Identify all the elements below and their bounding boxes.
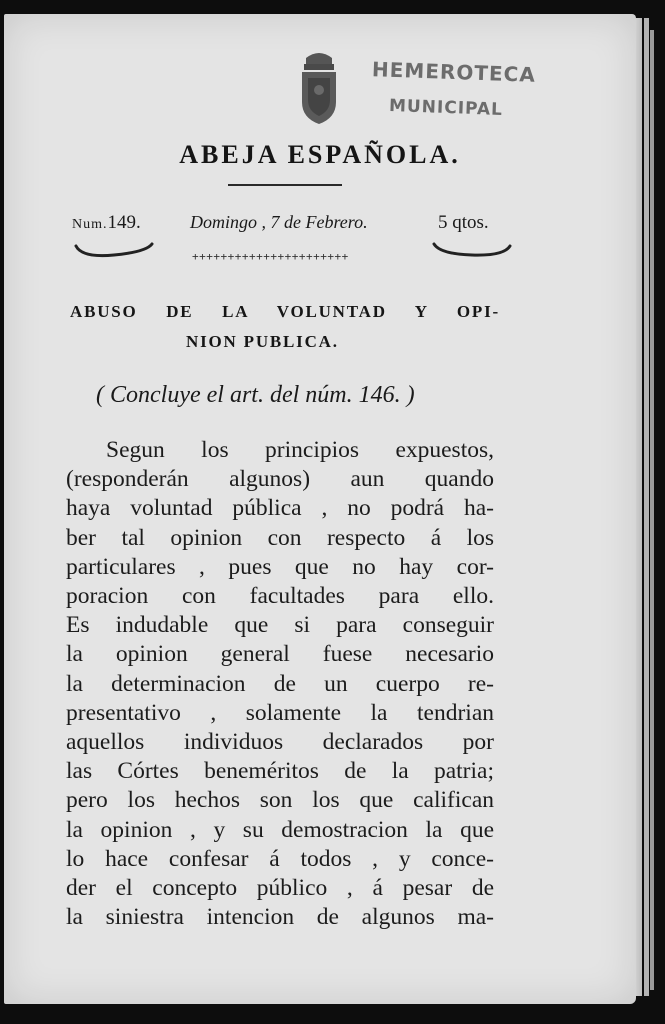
page-edge (644, 18, 649, 996)
page-edge (636, 18, 642, 996)
article-title-line: ABUSO DE LA VOLUNTAD Y OPI- (70, 302, 500, 321)
crest-stamp-icon (296, 48, 342, 126)
article-title (70, 297, 500, 357)
article-title-line: NION PUBLICA. (186, 332, 339, 351)
stamp-text-line2: MUNICIPAL (388, 96, 504, 120)
body-line: pero los hechos son los que califican (66, 787, 494, 814)
body-line: aquellos individuos declarados por (66, 729, 494, 756)
page (4, 14, 636, 1004)
masthead-title: ABEJA ESPAÑOLA. (179, 140, 461, 169)
body-line: ber tal opinion con respecto á los (66, 524, 494, 551)
article-subtitle: ( Concluye el art. del núm. 146. ) (96, 382, 415, 408)
body-line: der el concepto público , á pesar de (66, 875, 494, 902)
body-line: (responderán algunos) aun quando (66, 466, 494, 493)
body-line: haya voluntad pública , no podrá ha- (66, 495, 494, 522)
body-line: poracion con facultades para ello. (66, 583, 494, 610)
stamp-text-line1: HEMEROTECA (371, 57, 537, 87)
issue-number-prefix: Num. (72, 217, 108, 232)
issue-number (72, 212, 141, 234)
body-line: la determinacion de un cuerpo re- (66, 670, 494, 697)
body-line: lo hace confesar á todos , y conce- (66, 845, 494, 872)
body-line: las Córtes beneméritos de la patria; (66, 758, 494, 785)
issue-date: Domingo , 7 de Febrero. (190, 212, 368, 232)
ornament-rule: ++++++++++++++++++++++ (192, 250, 349, 263)
page-edge (650, 30, 654, 990)
body-line: Es indudable que si para conseguir (66, 612, 494, 639)
issue-price: 5 qtos. (438, 212, 489, 233)
masthead-rule (228, 184, 342, 186)
swash-ornament-icon (430, 240, 514, 262)
body-line: la siniestra intencion de algunos ma- (66, 904, 494, 931)
issue-number-value: 149. (107, 212, 141, 233)
swash-ornament-icon (72, 240, 156, 262)
article-body (66, 436, 494, 932)
body-line: la opinion , y su demostracion la que (66, 816, 494, 843)
body-line: particulares , pues que no hay cor- (66, 553, 494, 580)
body-line: Segun los principios expuestos, (106, 437, 494, 463)
body-line: presentativo , solamente la tendrian (66, 699, 494, 726)
body-line: la opinion general fuese necesario (66, 641, 494, 668)
